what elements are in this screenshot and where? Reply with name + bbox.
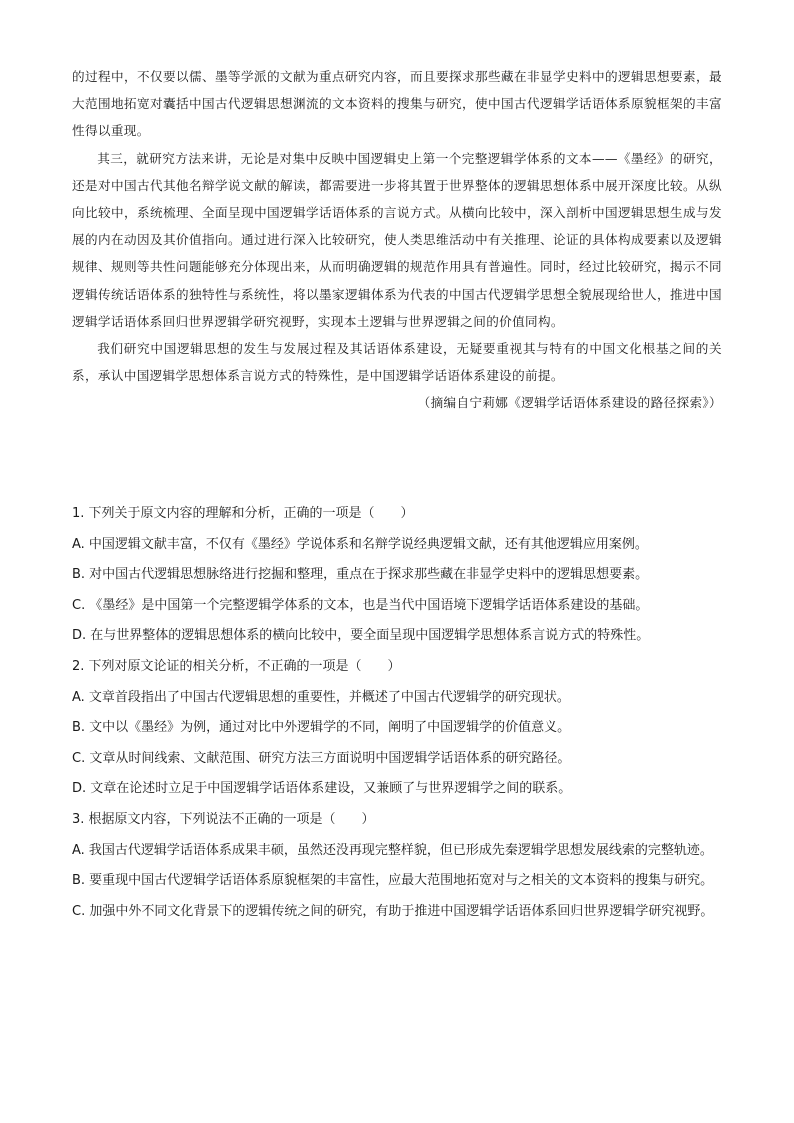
question-3-option-a: A. 我国古代逻辑学话语体系成果丰硕，虽然还没再现完整样貌，但已形成先秦逻辑学思想发展线索的完整轨迹。 [72, 842, 713, 858]
questions-section [72, 499, 722, 927]
question-1-stem: 1. 下列关于原文内容的理解和分析，正确的一项是（ ） [72, 506, 414, 521]
question-2-stem: 2. 下列对原文论证的相关分析，不正确的一项是（ ） [72, 658, 401, 674]
question-1-option-c: C. 《墨经》是中国第一个完整逻辑学体系的文本，也是当代中国语境下逻辑学话语体系建设的基础。 [72, 597, 649, 613]
reading-passage [72, 63, 722, 417]
question-3-option-b: B. 要重现中国古代逻辑学话语体系原貌框架的丰富性，应最大范围地拓宽对与之相关的文本资料的搜集与研究。 [72, 873, 714, 889]
passage-paragraph-3: 我们研究中国逻辑思想的发生与发展过程及其话语体系建设，无疑要重视其与特有的中国文化根基之间的关系，承认中国逻辑学思想体系言说方式的特殊性，是中国逻辑学话语体系建设的前提。 [72, 341, 722, 384]
question-1-option-a: A. 中国逻辑文献丰富，不仅有《墨经》学说体系和名辩学说经典逻辑文献，还有其他逻辑应用案例。 [72, 536, 648, 552]
question-2-option-a: A. 文章首段指出了中国古代逻辑思想的重要性，并概述了中国古代逻辑学的研究现状。 [72, 689, 570, 705]
question-3-option-c: C. 加强中外不同文化背景下的逻辑传统之间的研究，有助于推进中国逻辑学话语体系回归世界逻辑学研究视野。 [72, 903, 714, 919]
question-1-option-b: B. 对中国古代逻辑思想脉络进行挖掘和整理，重点在于探求那些藏在非显学史料中的逻辑思想要素。 [72, 567, 649, 583]
question-3-stem: 3. 根据原文内容，下列说法不正确的一项是（ ） [72, 811, 375, 827]
passage-paragraph-1-continued: 的过程中，不仅要以儒、墨等学派的文献为重点研究内容，而且要探求那些藏在非显学史料中的逻辑思想要素，最大范围地拓宽对囊括中国古代逻辑思想渊流的文本资料的搜集与研究，使中国古代逻辑学话语体系原貌框架的丰富性得以重现。 [72, 69, 722, 139]
passage-source: （摘编自宁莉娜《逻辑学话语体系建设的路径探索》） [417, 395, 722, 411]
question-1-option-d: D. 在与世界整体的逻辑思想体系的横向比较中，要全面呈现中国逻辑学思想体系言说方式的特殊性。 [72, 628, 650, 644]
question-2-option-c: C. 文章从时间线索、文献范围、研究方法三方面说明中国逻辑学话语体系的研究路径。 [72, 750, 571, 766]
question-2-option-b: B. 文中以《墨经》为例，通过对比中外逻辑学的不同，阐明了中国逻辑学的价值意义。 [72, 720, 571, 736]
question-2-option-d: D. 文章在论述时立足于中国逻辑学话语体系建设，又兼顾了与世界逻辑学之间的联系。 [72, 781, 572, 797]
passage-paragraph-2: 其三，就研究方法来讲，无论是对集中反映中国逻辑史上第一个完整逻辑学体系的文本——《墨经》的研究，还是对中国古代其他名辩学说文献的解读，都需要进一步将其置于世界整体的逻辑思想体系中展开深度比较。从纵向比较中，系统梳理、全面呈现中国逻辑学话语体系的言说方式。从横向比较中，深入剖析中国逻辑思想生成与发展的内在动因及其价值指向。通过进行深入比较研究，使人类思维活动中有关推理、论证的具体构成要素以及逻辑规律、规则等共性问题能够充分体现出来，从而明确逻辑的规范作用具有普遍性。同时，经过比较研究，揭示不同逻辑传统话语体系的独特性与系统性，将以墨家逻辑体系为代表的中国古代逻辑学思想全貌展现给世人，推进中国逻辑学话语体系回归世界逻辑学研究视野，实现本土逻辑与世界逻辑之间的价值同构。 [72, 150, 722, 329]
